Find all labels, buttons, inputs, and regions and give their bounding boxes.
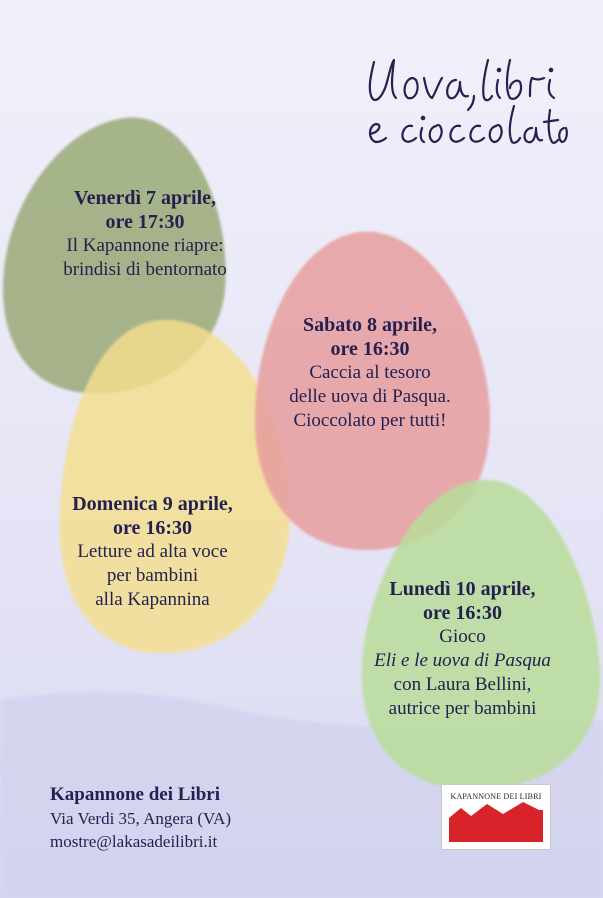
venue-name: Kapannone dei Libri xyxy=(50,784,220,805)
event-time: ore 16:30 xyxy=(112,517,193,539)
handwritten-title xyxy=(360,48,570,158)
event-description: Il Kapannone riapre: xyxy=(66,235,224,256)
event-monday xyxy=(345,577,580,721)
venue-info xyxy=(50,783,231,853)
event-date: Domenica 9 aprile, xyxy=(72,493,233,515)
event-friday xyxy=(20,186,270,282)
event-date: Sabato 8 aprile, xyxy=(303,314,437,336)
event-time: ore 17:30 xyxy=(105,211,185,233)
event-description: Letture ad alta voce xyxy=(77,541,228,562)
venue-address: Via Verdi 35, Angera (VA) xyxy=(50,809,232,828)
book-title: Eli e le uova di Pasqua xyxy=(374,650,551,671)
event-time: ore 16:30 xyxy=(330,338,410,360)
event-description: Cioccolato per tutti! xyxy=(293,410,447,431)
event-sunday xyxy=(30,492,275,612)
event-description: con Laura Bellini, xyxy=(393,674,532,695)
event-description: Caccia al tesoro xyxy=(309,362,431,383)
factory-roof-icon xyxy=(447,802,545,846)
event-description: per bambini xyxy=(106,565,199,586)
event-time: ore 16:30 xyxy=(422,602,503,624)
event-description: Gioco xyxy=(439,626,486,647)
logo-text: KAPANNONE DEI LIBRI xyxy=(450,792,542,801)
event-date: Venerdì 7 aprile, xyxy=(73,187,217,209)
kapannone-logo xyxy=(441,784,551,850)
event-saturday xyxy=(250,313,490,433)
event-date: Lunedì 10 aprile, xyxy=(389,578,536,600)
event-description: brindisi di bentornato xyxy=(63,259,227,280)
venue-email: mostre@lakasadeilibri.it xyxy=(50,832,218,851)
event-description: delle uova di Pasqua. xyxy=(289,386,451,407)
event-description: autrice per bambini xyxy=(388,698,537,719)
event-description: alla Kapannina xyxy=(95,589,210,610)
